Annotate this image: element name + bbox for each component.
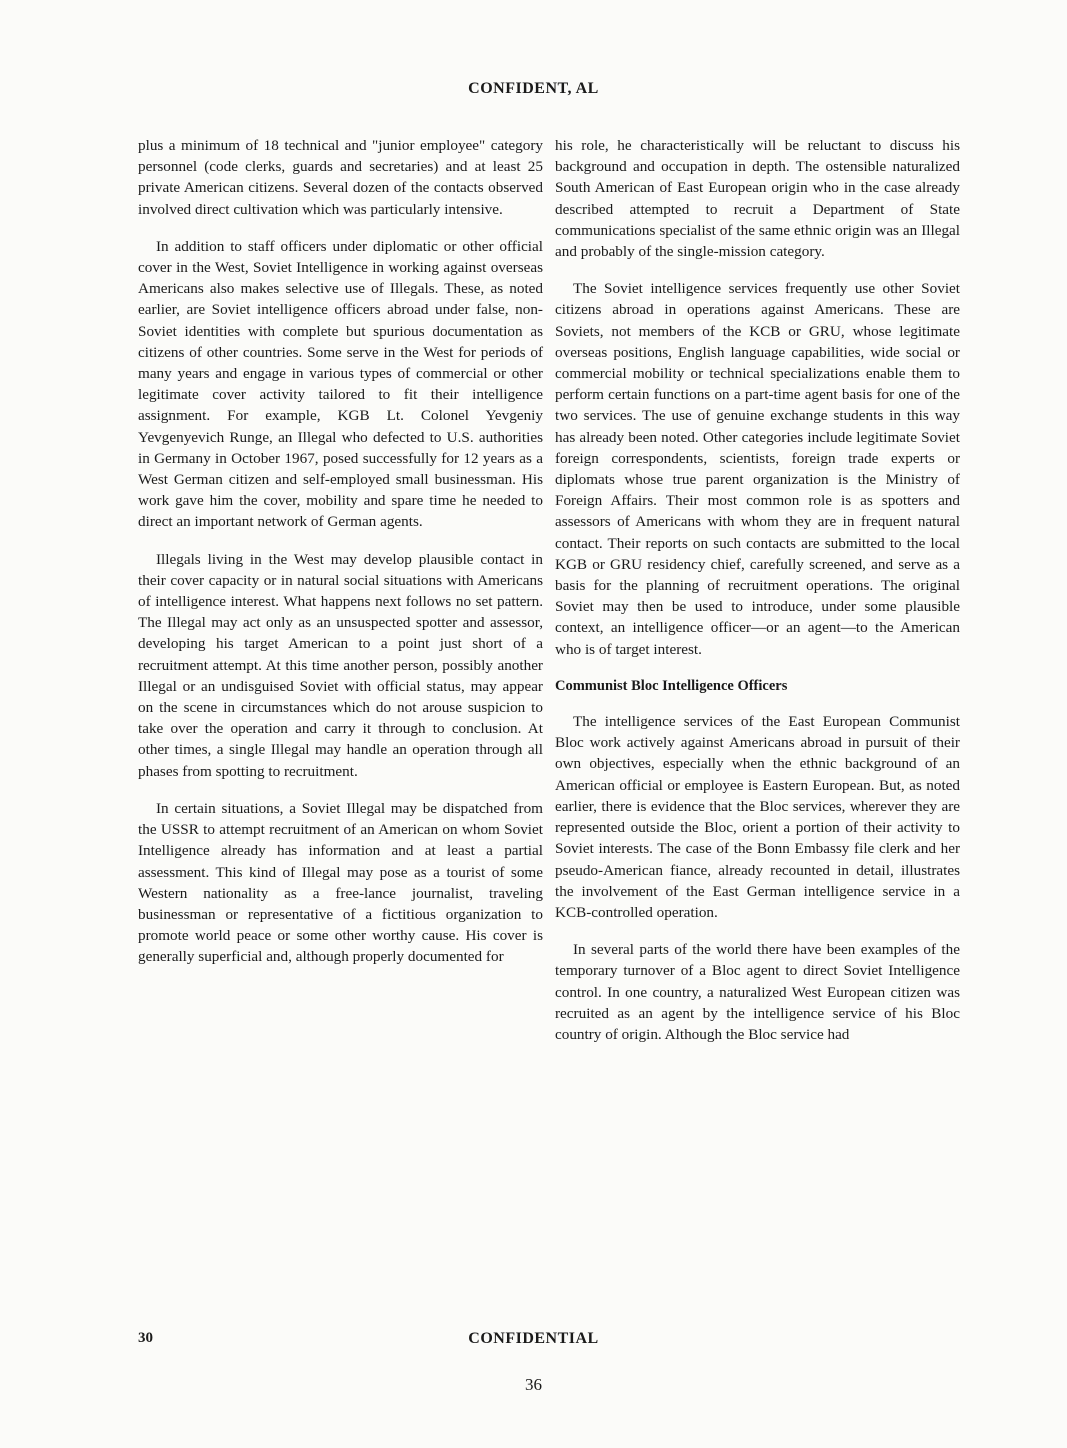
paragraph: his role, he characteristically will be reluctant to discuss his background and occupation in depth. The ostensible naturalized South American of East European origin who in the case already described attempted to recruit a Department of State communications specialist of the same ethnic origin was an Illegal and probably of the single-mission category. — [555, 137, 960, 261]
right-column — [555, 135, 960, 1061]
paragraph: In addition to staff officers under diplomatic or other official cover in the West, Soviet Intelligence in working against overseas Americans also makes selective use of Illegals. These, as noted earlier, are Soviet intelligence officers abroad under false, non-Soviet identities with complete but spurious documentation as citizens of other countries. Some serve in the West for periods of many years and engage in various types of commercial or other legitimate cover activity tailored to fit their intelligence assignment. For example, KGB Lt. Colonel Yevgeniy Yevgenyevich Runge, an Illegal who defected to U.S. authorities in Germany in October 1967, posed successfully for 12 years as a West German citizen and self-employed small businessman. His work gave him the cover, mobility and spare time he needed to direct an important network of German agents. — [138, 237, 543, 531]
footer-page-left: 30 — [138, 1330, 153, 1346]
header-classification: CONFIDENT, AL — [468, 80, 599, 97]
left-column — [138, 135, 543, 984]
page-number: 36 — [525, 1375, 542, 1394]
paragraph: The intelligence services of the East European Communist Bloc work actively against Americans abroad in pursuit of their own objectives, especially when the ethnic background of an American official or employee is Eastern European. But, as noted earlier, there is evidence that the Bloc services, wherever they are represented outside the Bloc, orient a portion of their activity to Soviet interests. The case of the Bonn Embassy file clerk and her pseudo-American fiance, already recounted in detail, illustrates the involvement of the East German intelligence service in a KCB-controlled operation. — [555, 713, 960, 921]
paragraph: In several parts of the world there have been examples of the temporary turnover of a Bloc agent to direct Soviet Intelligence control. In one country, a naturalized West European citizen was recruited as an agent by the intelligence service of his Bloc country of origin. Although the Bloc service had — [555, 941, 960, 1043]
paragraph: The Soviet intelligence services frequently use other Soviet citizens abroad in operations against Americans. These are Soviets, not members of the KCB or GRU, whose legitimate overseas positions, English language capabilities, wide social or commercial mobility or technical specializations enable them to perform certain functions on a part-time agent basis for one of the two services. The use of genuine exchange students in this way has already been noted. Other categories include legitimate Soviet foreign correspondents, scientists, foreign trade experts or diplomats whose true parent organization is the Ministry of Foreign Affairs. Their most common role is as spotters and assessors of Americans with whom they are in frequent natural contact. Their reports on such contacts are submitted to the local KGB or GRU residency chief, carefully screened, and serve as a basis for the planning of recruitment operations. The original Soviet may then be used to introduce, under some plausible context, an intelligence officer—or an agent—to the American who is of target interest. — [555, 280, 960, 658]
paragraph: In certain situations, a Soviet Illegal may be dispatched from the USSR to attempt recruitment of an American on whom Soviet Intelligence already has information and at least a partial assessment. This kind of Illegal may pose as a tourist of some Western nationality as a free-lance journalist, traveling businessman or representative of a fictitious organization to promote world peace or some other worthy cause. His cover is generally superficial and, although properly documented for — [138, 799, 543, 966]
paragraph: Illegals living in the West may develop plausible contact in their cover capacity or in natural social situations with Americans of intelligence interest. What happens next follows no set pattern. The Illegal may act only as an unsuspected spotter and assessor, developing his target American to a point just short of a recruitment attempt. At this time another person, possibly another Illegal or an undisguised Soviet with official status, may appear on the scene in circumstances which do not arouse suspicion to take over the operation and carry it through to conclusion. At other times, a single Illegal may handle an operation through all phases from spotting to recruitment. — [138, 550, 543, 780]
section-heading: Communist Bloc Intelligence Officers — [555, 677, 788, 694]
footer-classification: CONFIDENTIAL — [468, 1330, 599, 1347]
paragraph: plus a minimum of 18 technical and "junior employee" category personnel (code clerks, guards and secretaries) and at least 25 private American citizens. Several dozen of the contacts observed involved direct cultivation which was particularly intensive. — [138, 137, 543, 218]
